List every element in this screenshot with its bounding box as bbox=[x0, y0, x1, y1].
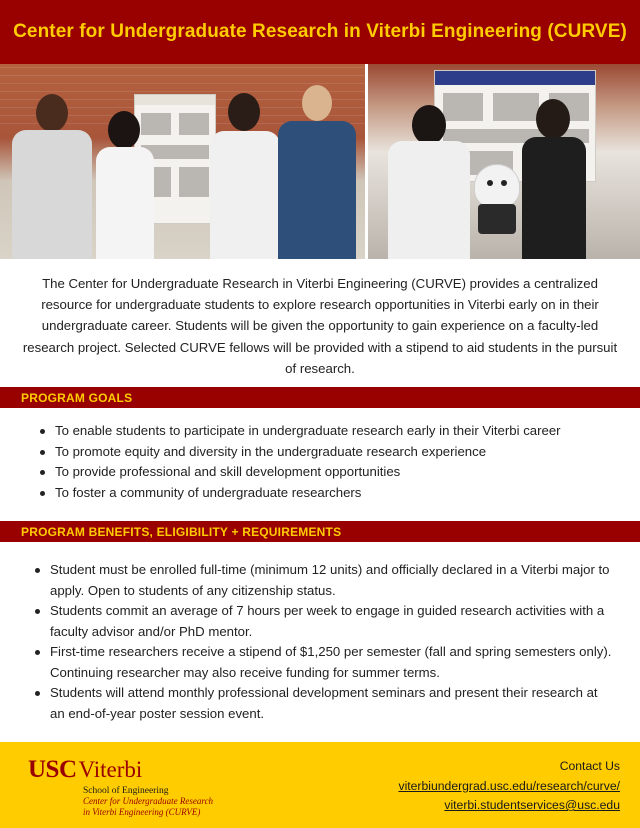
logo-center-line-1: Center for Undergraduate Research bbox=[83, 796, 214, 806]
list-item: To promote equity and diversity in the undergraduate research experience bbox=[38, 442, 618, 463]
list-item: To foster a community of undergraduate researchers bbox=[38, 483, 618, 504]
goals-list bbox=[38, 421, 618, 503]
curve-website-link[interactable]: viterbiundergrad.usc.edu/research/curve/ bbox=[398, 778, 620, 793]
photo-students-poster bbox=[0, 64, 365, 259]
section-header-goals bbox=[0, 387, 640, 408]
photo-banner bbox=[0, 64, 640, 259]
student-figure bbox=[92, 109, 158, 259]
contact-email-link[interactable]: viterbi.studentservices@usc.edu bbox=[444, 798, 620, 812]
page-header bbox=[0, 0, 640, 64]
page-title: Center for Undergraduate Research in Viterbi Engineering (CURVE) bbox=[13, 21, 627, 42]
contact-label: Contact Us bbox=[559, 759, 620, 773]
intro-paragraph: The Center for Undergraduate Research in Viterbi Engineering (CURVE) provides a centralized resource for undergraduate students to explore research opportunities in Viterbi early on in their undergraduate career. Students will be given the opportunity to gain experience on a faculty-led research project. Selected CURVE fellows will be provided with a stipend to aid students in the pursuit of research. bbox=[22, 276, 618, 376]
section-title: PROGRAM BENEFITS, ELIGIBILITY + REQUIREMENTS bbox=[21, 524, 342, 539]
photo-students-robot bbox=[368, 64, 640, 259]
section-title: PROGRAM GOALS bbox=[21, 390, 133, 405]
benefits-list bbox=[33, 560, 613, 724]
student-figure bbox=[8, 84, 96, 259]
list-item: To provide professional and skill development opportunities bbox=[38, 462, 618, 483]
logo-school-text: School of Engineering bbox=[83, 786, 169, 796]
list-item: First-time researchers receive a stipend of $1,250 per semester (fall and spring semesters only). Continuing researcher may also receive funding for summer terms. bbox=[33, 642, 613, 683]
list-item: Students will attend monthly professional development seminars and present their research at an end-of-year poster session event. bbox=[33, 683, 613, 724]
list-item: To enable students to participate in undergraduate research early in their Viterbi career bbox=[38, 421, 618, 442]
student-figure bbox=[518, 95, 590, 259]
list-item: Students commit an average of 7 hours per week to engage in guided research activities with a faculty advisor and/or PhD mentor. bbox=[33, 601, 613, 642]
page-footer bbox=[0, 742, 640, 828]
student-figure bbox=[276, 83, 358, 259]
section-header-benefits bbox=[0, 521, 640, 542]
logo-usc-text: USC bbox=[28, 756, 77, 783]
logo-center-line-2: in Viterbi Engineering (CURVE) bbox=[83, 807, 201, 817]
list-item: Student must be enrolled full-time (minimum 12 units) and officially declared in a Viterbi major to apply. Open to students of any citizenship status. bbox=[33, 560, 613, 601]
logo-viterbi-text: Viterbi bbox=[78, 757, 143, 782]
student-figure bbox=[206, 89, 284, 259]
usc-viterbi-logo bbox=[28, 756, 213, 818]
contact-block bbox=[398, 757, 620, 816]
student-figure bbox=[382, 99, 474, 259]
